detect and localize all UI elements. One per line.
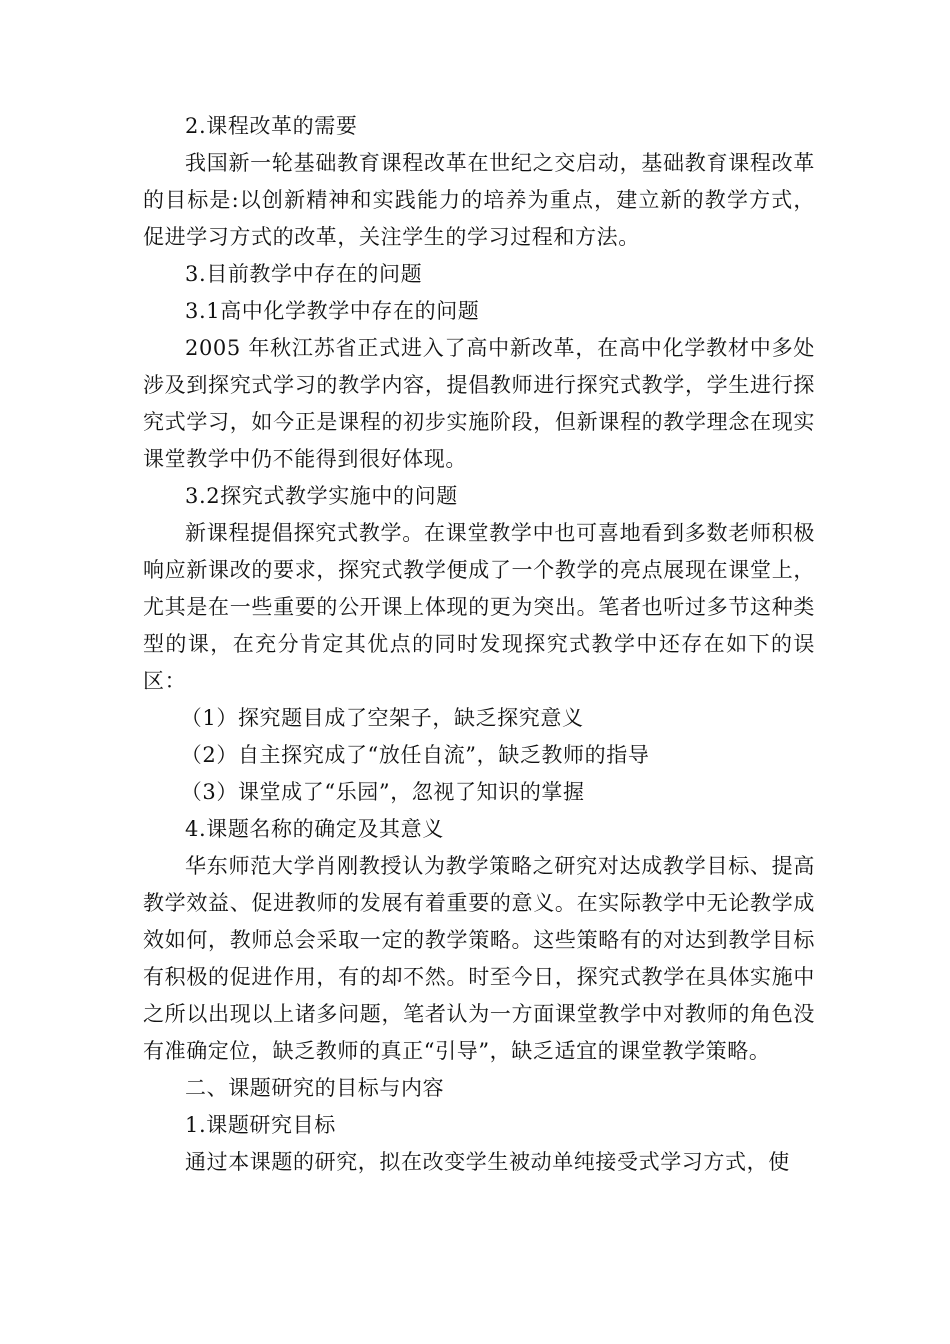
list-item-misconception-1: （1）探究题目成了空架子，缺乏探究意义 <box>180 706 584 730</box>
section-heading-curriculum-reform-need: 2.课程改革的需要 <box>185 114 358 138</box>
paragraph-curriculum-reform: 我国新一轮基础教育课程改革在世纪之交启动，基础教育课程改革的目标是:以创新精神和实践能力的培养为重点，建立新的教学方式，促进学习方式的改革，关注学生的学习过程和方法。 <box>143 151 815 249</box>
subsection-heading-chemistry-problems: 3.1高中化学教学中存在的问题 <box>185 299 480 323</box>
document-body <box>143 108 815 1181</box>
subsection-heading-inquiry-problems: 3.2探究式教学实施中的问题 <box>185 484 458 508</box>
section-heading-research-goals-content: 二、课题研究的目标与内容 <box>185 1076 445 1100</box>
paragraph-jiangsu-reform: 2005 年秋江苏省正式进入了高中新改革，在高中化学教材中多处涉及到探究式学习的教学内容，提倡教师进行探究式教学，学生进行探究式学习，如今正是课程的初步实施阶段，但新课程的教学理念在现实课堂教学中仍不能得到很好体现。 <box>143 336 815 471</box>
paragraph-research-goals: 通过本课题的研究，拟在改变学生被动单纯接受式学习方式，使 <box>185 1150 790 1174</box>
section-heading-topic-name: 4.课题名称的确定及其意义 <box>185 817 444 841</box>
section-heading-current-problems: 3.目前教学中存在的问题 <box>185 262 423 286</box>
list-item-misconception-3: （3）课堂成了“乐园”，忽视了知识的掌握 <box>180 780 585 804</box>
paragraph-teaching-strategy: 华东师范大学肖刚教授认为教学策略之研究对达成教学目标、提高教学效益、促进教师的发展有着重要的意义。在实际教学中无论教学成效如何，教师总会采取一定的教学策略。这些策略有的对达到教学目标有积极的促进作用，有的却不然。时至今日，探究式教学在具体实施中之所以出现以上诸多问题，笔者认为一方面课堂教学中对教师的角色没有准确定位，缺乏教师的真正“引导”，缺乏适宜的课堂教学策略。 <box>143 854 815 1063</box>
subsection-heading-research-goals: 1.课题研究目标 <box>185 1113 336 1137</box>
paragraph-inquiry-teaching: 新课程提倡探究式教学。在课堂教学中也可喜地看到多数老师积极响应新课改的要求，探究式教学便成了一个教学的亮点展现在课堂上，尤其是在一些重要的公开课上体现的更为突出。笔者也听过多节这种类型的课，在充分肯定其优点的同时发现探究式教学中还存在如下的误区： <box>143 521 815 693</box>
list-item-misconception-2: （2）自主探究成了“放任自流”，缺乏教师的指导 <box>180 743 650 767</box>
